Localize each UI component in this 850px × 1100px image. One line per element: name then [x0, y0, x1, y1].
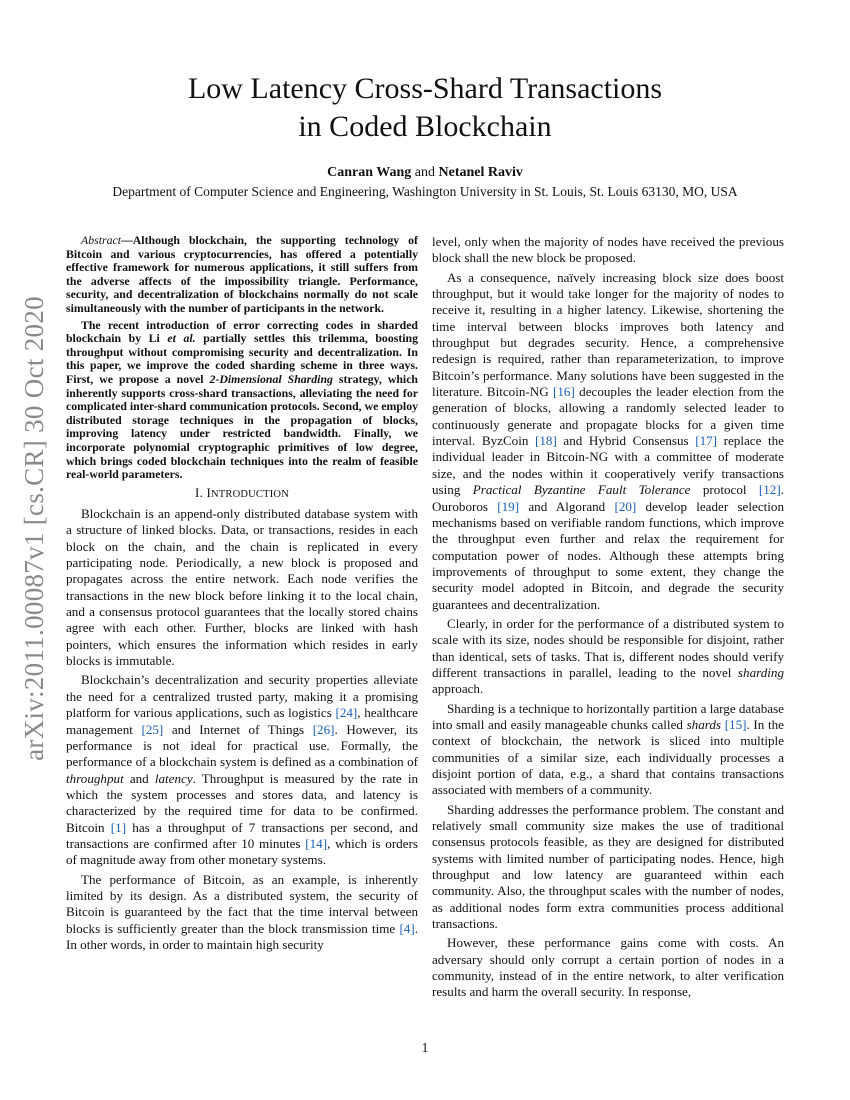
title-line-1: Low Latency Cross-Shard Transactions: [187, 72, 663, 105]
section-title-rest: NTRODUCTION: [210, 488, 289, 500]
paper-title: [0, 70, 850, 146]
r2-text-a: Clearly, in order for the performance of a distributed system to scale with its size, nodes should be responsible for disjoint, rather than identical, sets of tasks. That is, different nodes should verify different transactions in parallel, leading to the novel: [432, 615, 784, 680]
p2-text-d: . However, its performance is not ideal for practical use. Formally, the performance of a blockchain system is defined as a combination of: [66, 721, 418, 770]
r1-text-f: . Ouroboros: [432, 482, 784, 514]
right-paragraph-1: [432, 270, 784, 613]
citation-4[interactable]: [4]: [399, 920, 415, 936]
page-number: 1: [421, 1040, 429, 1055]
r1-text-h: develop leader selection mechanisms based on verifiable random functions, which improve the throughput even further and relax the requirement for computation power of nodes. Although these attempts bring improvements of throughput to some extent, they change the security model adopted in Bitcoin, and degrade the security guarantees and decentralization.: [432, 498, 784, 612]
right-paragraph-0: level, only when the majority of nodes have received the previous block shall the new block be proposed.: [432, 234, 784, 266]
r1-text-a: As a consequence, naïvely increasing block size does boost throughput, but it would take longer for the majority of nodes to receive it, resulting in a higher latency. Likewise, shortening the time interval between blocks improves both latency and throughput but degrades security. Hence, a comprehensive redesign is required, rather than reparameterization, to improve Bitcoin’s performance. Many solutions have been suggested in the literature. Bitcoin-NG: [432, 269, 784, 400]
arxiv-identifier: [12, 268, 56, 788]
p2-text-b: , healthcare management: [66, 705, 418, 737]
right-paragraph-5: However, these performance gains come with costs. An adversary should only corrupt a certain portion of nodes in a community, instead of in the entire network, to alter verification results and harm the overall security. In response,: [432, 935, 784, 1000]
right-column: [432, 234, 784, 1004]
r3-text-c: . In the context of blockchain, the network is sliced into multiple communities of a similar size, each individually processes a disjoint portion of data, e.g., a shard that contains transactions associated with members of a community.: [432, 716, 784, 798]
intro-paragraph-3: [66, 872, 418, 954]
p2-text-e: . Throughput is measured by the rate in which the system processes and stores data, and latency is characterized by the required time for data to be confirmed. Bitcoin: [66, 770, 418, 835]
p2-text-f: has a throughput of 7 transactions per second, and transactions are confirmed after 10 minutes: [66, 819, 418, 851]
right-paragraph-4: Sharding addresses the performance problem. The constant and relatively small community size makes the use of traditional consensus protocols feasible, as they are designed for distributed systems with limited number of participating nodes. Hence, high throughput and low latency are guaranteed within each community. Also, the throughput scales with the number of nodes, as additional nodes form extra communities process additional transactions.: [432, 801, 784, 932]
citation-19[interactable]: [19]: [497, 498, 520, 514]
abstract-text-1: —Although blockchain, the supporting technology of Bitcoin and various cryptocurrencies, has offered a potentially effective framework for numerous applications, it still suffers from the adverse affects of the impossibility triangle. Performance, security, and decentralization of blockchains normally do not scale simultaneously with the number of participants in the network.: [66, 233, 418, 315]
intro-paragraph-2: [66, 672, 418, 868]
p3-text-b: . In other words, in order to maintain high security: [66, 920, 418, 952]
citation-18[interactable]: [18]: [535, 433, 557, 449]
left-column: [66, 234, 418, 956]
em-throughput: throughput: [66, 770, 124, 786]
abstract-paragraph-2: [66, 319, 418, 482]
abstract-text-2a: The recent introduction of error correcting codes in sharded blockchain by Li: [66, 317, 418, 346]
title-line-2: in Coded Blockchain: [298, 110, 552, 143]
section-title-first: I: [206, 484, 211, 500]
r2-text-b: approach.: [432, 681, 484, 697]
citation-24[interactable]: [24]: [335, 705, 358, 721]
p2-text-and: and: [123, 770, 155, 786]
section-number: I.: [195, 484, 207, 500]
affiliation: Department of Computer Science and Engineering, Washington University in St. Louis, St. Louis 63130, MO, USA: [112, 184, 738, 199]
citation-14[interactable]: [14]: [305, 835, 328, 851]
p2-text-a: Blockchain’s decentralization and security properties alleviate the need for a centralized trusted party, making it a promising platform for various applications, such as logistics: [66, 672, 418, 721]
abstract-label: Abstract: [81, 233, 121, 247]
citation-26[interactable]: [26]: [312, 721, 335, 737]
abstract-text-2c: strategy, which inherently supports cross-shard transactions, alleviating the need for complicated inter-shard communication protocols. Second, we employ distributed storage techniques in the propagation of blocks, improving latency under restricted bandwidth. Finally, we incorporate polynomial cryptographic primitives of low degree, which brings coded blockchain techniques into the realm of feasible real-world parameters.: [66, 371, 418, 482]
citation-25[interactable]: [25]: [141, 721, 164, 737]
right-paragraph-3: [432, 701, 784, 799]
r3-text-a: Sharding is a technique to horizontally partition a large database into small and easily manageable chunks called: [432, 700, 784, 732]
r1-text-e: protocol: [690, 482, 759, 498]
em-sharding: sharding: [737, 664, 784, 680]
author-1: Canran Wang: [327, 165, 412, 180]
arxiv-identifier-text: arXiv:2011.00087v1 [cs.CR] 30 Oct 2020: [18, 295, 49, 761]
p3-text-a: The performance of Bitcoin, as an example, is inherently limited by its design. As a distributed system, the security of Bitcoin is guaranteed by the fact that the time interval between blocks is sufficiently greater than the block transmission time: [66, 871, 418, 936]
em-latency: latency: [154, 770, 193, 786]
citation-20[interactable]: [20]: [614, 498, 637, 514]
citation-1[interactable]: [1]: [110, 819, 127, 835]
author-2: Netanel Raviv: [438, 165, 523, 180]
abstract-2d-sharding: 2-Dimensional Sharding: [209, 371, 333, 386]
p2-text-g: , which is orders of magnitude away from other monetary systems.: [66, 835, 418, 868]
citation-17[interactable]: [17]: [695, 433, 718, 449]
citation-12[interactable]: [12]: [758, 482, 781, 498]
citation-15[interactable]: [15]: [724, 716, 747, 732]
abstract-text-2b: partially settles this trilemma, boosting throughput without compromising security and decentralization. In this paper, we improve the coded sharding scheme in three ways. First, we propose a novel: [66, 331, 418, 386]
intro-paragraph-1: Blockchain is an append-only distributed database system with a structure of linked blocks. Data, or transactions, resides in each block on the chain, and the chain is replicated in every participating node. Periodically, a new block is proposed and propagates across the entire network. Each node verifies the transactions in the new block before linking it to the local chain, and a consensus protocol guarantees that the locally stored chains agree with each other. Further, blocks are linked with hash pointers, which ensures the information which resides in early blocks is immutable.: [66, 506, 418, 669]
abstract-paragraph-1: [66, 234, 418, 316]
abstract-etal: et al.: [167, 331, 196, 346]
right-paragraph-2: [432, 616, 784, 698]
em-pbft: Practical Byzantine Fault Tolerance: [472, 482, 691, 498]
section-heading-introduction: [66, 485, 418, 503]
em-shards: shards: [686, 716, 722, 732]
r1-text-c: and Hybrid Consensus: [556, 433, 696, 449]
p2-text-c: and Internet of Things: [163, 721, 313, 737]
r1-text-b: decouples the leader election from the generation of blocks, allowing a randomly selected leader to continuously generate and propagate blocks for a given time interval. ByzCoin: [432, 384, 784, 449]
r1-text-g: and Algorand: [519, 498, 615, 514]
r1-text-d: replace the individual leader in Bitcoin-NG with a committee of moderate size, and the nodes within it cooperatively verify transactions using: [432, 433, 784, 498]
author-and: and: [411, 165, 439, 180]
authors: [0, 165, 850, 181]
citation-16[interactable]: [16]: [553, 384, 575, 400]
